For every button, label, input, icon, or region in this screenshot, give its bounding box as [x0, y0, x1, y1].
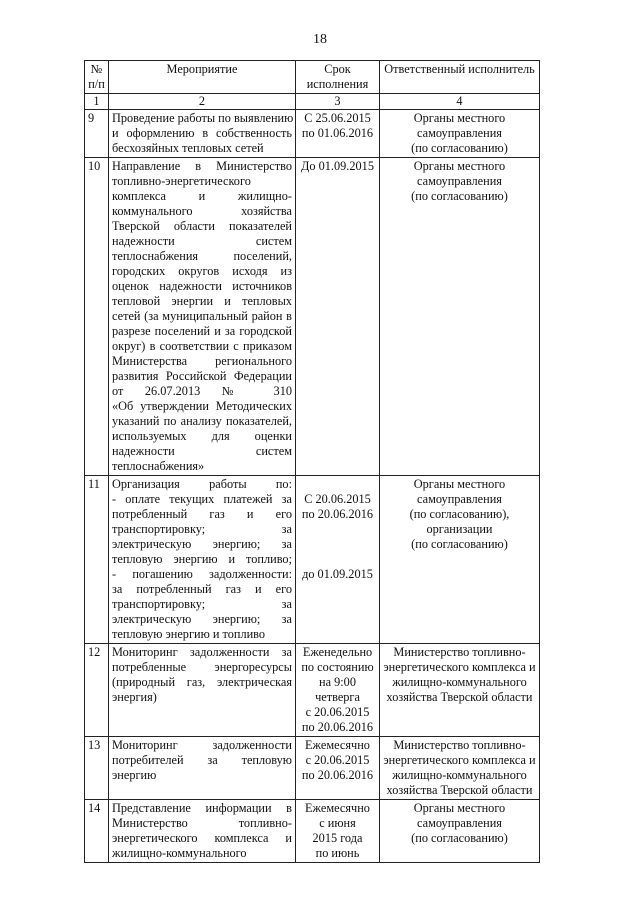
column-index: 4 — [380, 94, 540, 110]
cell-text-line: развития Российской Федерации — [112, 369, 292, 383]
cell-text-line: самоуправления — [417, 126, 502, 140]
cell-text-line: 2015 года — [312, 831, 363, 845]
cell-text-line: (природный газ, электрическая — [112, 675, 292, 689]
cell-text-line: топливно-энергетического — [112, 174, 251, 188]
header-activity: Мероприятие — [109, 61, 296, 94]
cell-text-line: надежности систем — [112, 444, 292, 458]
cell-text-line: Министерство топливно- — [393, 738, 526, 752]
cell-text-line: округ) в соответствии с приказом — [112, 339, 292, 353]
table-row — [85, 737, 540, 800]
header-responsible: Ответственный исполнитель — [380, 61, 540, 94]
cell-text-line: Еженедельно — [302, 645, 373, 659]
cell-text-line: тепловой энергии и тепловых — [112, 294, 292, 308]
cell-text-line: самоуправления — [417, 492, 502, 506]
cell-text-line: по 20.06.2016 — [301, 768, 374, 782]
responsible-cell — [380, 800, 540, 863]
activity-cell — [109, 644, 296, 737]
cell-text-line: энергию — [112, 768, 157, 782]
cell-text-line: Представление информации в — [112, 801, 292, 815]
cell-text-line: С 20.06.2015 — [304, 492, 371, 506]
cell-text-line: энергетического комплекса и — [383, 753, 536, 767]
cell-text-line: потребленный газ и его — [112, 507, 292, 521]
column-index: 2 — [109, 94, 296, 110]
cell-text-line: транспортировку; за — [112, 522, 292, 536]
term-cell — [296, 644, 380, 737]
cell-text-line: энергетического комплекса и — [383, 660, 536, 674]
cell-text-line: Органы местного — [413, 111, 506, 125]
activity-cell — [109, 110, 296, 158]
cell-text-line: тепловую энергию и топливо — [112, 627, 266, 641]
row-number: 12 — [85, 644, 109, 737]
spacer — [299, 522, 376, 537]
page-number: 18 — [313, 32, 327, 47]
responsible-cell — [380, 644, 540, 737]
cell-text-line: жилищно-коммунального — [392, 675, 527, 689]
table-header-row — [85, 61, 540, 94]
activity-cell — [109, 158, 296, 476]
cell-text-line: Мониторинг задолженности за — [112, 645, 292, 659]
responsible-cell — [380, 158, 540, 476]
term-cell — [296, 737, 380, 800]
table-row — [85, 158, 540, 476]
table-row — [85, 644, 540, 737]
cell-text-line: Тверской области показателей — [112, 219, 292, 233]
cell-text-line: Ежемесячно — [305, 801, 370, 815]
cell-text-line: (по согласованию), — [409, 507, 510, 521]
cell-text-line: Органы местного — [413, 801, 506, 815]
cell-text-line: теплоснабжения поселений, — [112, 249, 292, 263]
cell-text-line: сетей (за муниципальный район в — [112, 309, 292, 323]
cell-text-line: разрезе поселений и за городской — [112, 324, 292, 338]
cell-text-line: жилищно-коммунального — [392, 768, 527, 782]
cell-text-line: организации — [426, 522, 493, 536]
term-cell — [296, 476, 380, 644]
cell-text-line: «Об утверждении Методических — [112, 399, 292, 413]
spacer — [299, 552, 376, 567]
cell-text-line: четверга — [315, 690, 360, 704]
cell-text-line: Направление в Министерство — [112, 159, 292, 173]
spacer — [299, 477, 376, 492]
action-plan-table — [84, 60, 540, 863]
term-cell — [296, 110, 380, 158]
term-cell — [296, 800, 380, 863]
cell-text-line: Министерства регионального — [112, 354, 292, 368]
cell-text-line: с июня — [319, 816, 356, 830]
activity-cell — [109, 737, 296, 800]
cell-text-line: по июнь — [315, 846, 360, 860]
cell-text-line: самоуправления — [417, 816, 502, 830]
cell-text-line: хозяйства Тверской области — [386, 690, 533, 704]
cell-text-line: указаний по анализу показателей, — [112, 414, 292, 428]
cell-text-line: по 20.06.2016 — [301, 507, 374, 521]
cell-text-line: Организация работы по: — [112, 477, 292, 491]
table-body — [85, 110, 540, 863]
column-index: 1 — [85, 94, 109, 110]
cell-text-line: (по согласованию) — [411, 141, 508, 155]
cell-text-line: на 9:00 — [319, 675, 356, 689]
cell-text-line: - оплате текущих платежей за — [112, 492, 292, 506]
cell-text-line: тепловую энергию и топливо; — [112, 552, 292, 566]
cell-text-line: коммунального хозяйства — [112, 204, 292, 218]
responsible-cell — [380, 737, 540, 800]
cell-text-line: потребителей за тепловую — [112, 753, 292, 767]
cell-text-line: оценок надежности источников — [112, 279, 292, 293]
cell-text-line: С 25.06.2015 — [304, 111, 371, 125]
table-row — [85, 476, 540, 644]
activity-cell — [109, 476, 296, 644]
row-number: 11 — [85, 476, 109, 644]
cell-text-line: энергетического комплекса и — [112, 831, 292, 845]
row-number: 13 — [85, 737, 109, 800]
cell-text-line: До 01.09.2015 — [301, 159, 374, 173]
cell-text-line: транспортировку; за — [112, 597, 292, 611]
cell-text-line: с 20.06.2015 — [305, 705, 370, 719]
cell-text-line: (по согласованию) — [411, 189, 508, 203]
cell-text-line: (по согласованию) — [411, 831, 508, 845]
cell-text-line: комплекса и жилищно- — [112, 189, 292, 203]
cell-text-line: теплоснабжения» — [112, 459, 205, 473]
header-term: Срок исполнения — [296, 61, 380, 94]
row-number: 14 — [85, 800, 109, 863]
cell-text-line: бесхозяйных тепловых сетей — [112, 141, 264, 155]
cell-text-line: по 01.06.2016 — [301, 126, 374, 140]
cell-text-line: - погашению задолженности: — [112, 567, 292, 581]
responsible-cell — [380, 110, 540, 158]
cell-text-line: надежности систем — [112, 234, 292, 248]
cell-text-line: жилищно-коммунального — [112, 846, 247, 860]
cell-text-line: Мониторинг задолженности — [112, 738, 292, 752]
cell-text-line: и оформлению в собственность — [112, 126, 292, 140]
cell-text-line: по 20.06.2016 — [301, 720, 374, 734]
row-number: 10 — [85, 158, 109, 476]
cell-text-line: потребленные энергоресурсы — [112, 660, 292, 674]
cell-text-line: городских округов исходя из — [112, 264, 292, 278]
cell-text-line: самоуправления — [417, 174, 502, 188]
table-row — [85, 110, 540, 158]
cell-text-line: Органы местного — [413, 159, 506, 173]
term-cell — [296, 158, 380, 476]
cell-text-line: энергия) — [112, 690, 157, 704]
column-index-row — [85, 94, 540, 110]
spacer — [299, 537, 376, 552]
cell-text-line: Министерство топливно- — [112, 816, 292, 830]
cell-text-line: до 01.09.2015 — [302, 567, 373, 581]
cell-text-line: от 26.07.2013 № 310 — [112, 384, 292, 398]
activity-cell — [109, 800, 296, 863]
column-index: 3 — [296, 94, 380, 110]
cell-text-line: электрическую энергию; за — [112, 612, 292, 626]
cell-text-line: используемых для оценки — [112, 429, 292, 443]
cell-text-line: Ежемесячно — [305, 738, 370, 752]
cell-text-line: по состоянию — [301, 660, 374, 674]
cell-text-line: Органы местного — [413, 477, 506, 491]
table-row — [85, 800, 540, 863]
header-number: № п/п — [85, 61, 109, 94]
responsible-cell — [380, 476, 540, 644]
cell-text-line: хозяйства Тверской области — [386, 783, 533, 797]
row-number: 9 — [85, 110, 109, 158]
cell-text-line: с 20.06.2015 — [305, 753, 370, 767]
cell-text-line: Проведение работы по выявлению — [112, 111, 294, 125]
cell-text-line: за потребленный газ и его — [112, 582, 292, 596]
cell-text-line: Министерство топливно- — [393, 645, 526, 659]
cell-text-line: электрическую энергию; за — [112, 537, 292, 551]
cell-text-line: (по согласованию) — [411, 537, 508, 551]
